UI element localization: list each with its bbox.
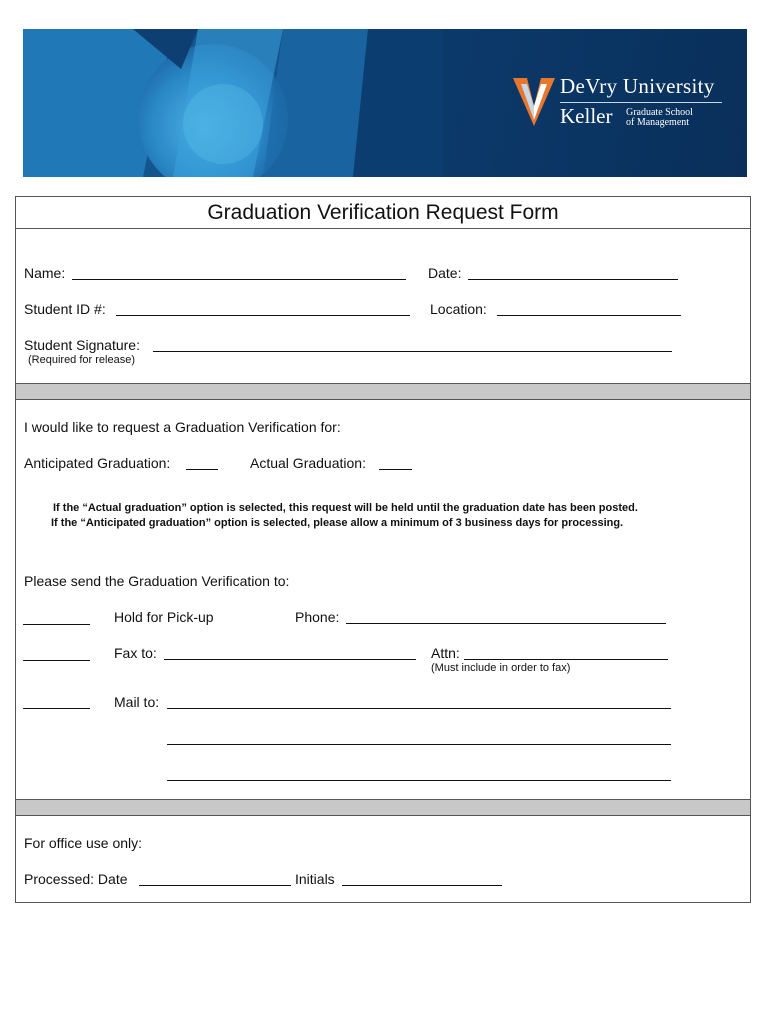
section-divider-1 — [16, 383, 750, 400]
location-label: Location: — [430, 301, 487, 317]
logo-school-line1: Graduate School — [626, 107, 693, 118]
signature-label: Student Signature: — [24, 337, 140, 353]
student-id-label: Student ID #: — [24, 301, 106, 317]
header-banner — [23, 29, 747, 177]
hold-checkbox-line[interactable] — [23, 624, 90, 625]
form-title: Graduation Verification Request Form — [16, 197, 750, 229]
verification-form — [15, 196, 751, 903]
fax-checkbox-line[interactable] — [23, 660, 90, 661]
fax-label: Fax to: — [114, 645, 157, 661]
date-field[interactable] — [468, 279, 678, 280]
processed-date-label: Processed: Date — [24, 871, 128, 887]
date-label: Date: — [428, 265, 462, 281]
attn-note: (Must include in order to fax) — [431, 662, 571, 674]
processed-date-field[interactable] — [139, 885, 291, 886]
phone-field[interactable] — [346, 623, 666, 624]
logo-school-name: Keller — [560, 104, 613, 128]
shield-logo-icon — [513, 76, 555, 128]
fax-field[interactable] — [164, 659, 416, 660]
mail-checkbox-line[interactable] — [23, 708, 90, 709]
note-anticipated: If the “Anticipated graduation” option is selected, please allow a minimum of 3 business days for processing. — [51, 517, 624, 529]
location-field[interactable] — [497, 315, 681, 316]
actual-checkbox-line[interactable] — [379, 469, 412, 470]
name-label: Name: — [24, 265, 66, 281]
devry-keller-logo — [513, 75, 743, 165]
actual-label: Actual Graduation: — [250, 455, 366, 471]
anticipated-checkbox-line[interactable] — [186, 469, 218, 470]
logo-school-subtitle — [626, 108, 693, 128]
student-id-field[interactable] — [116, 315, 410, 316]
banner-graphic — [23, 29, 443, 177]
logo-rule — [560, 102, 722, 103]
logo-university-name: DeVry University — [560, 74, 715, 98]
attn-field[interactable] — [464, 659, 668, 660]
office-use-label: For office use only: — [24, 835, 143, 851]
mail-field-line-3[interactable] — [167, 780, 671, 781]
mail-label: Mail to: — [114, 694, 160, 710]
hold-label: Hold for Pick-up — [114, 609, 214, 625]
logo-school-line2: of Management — [626, 117, 690, 128]
mail-field-line-1[interactable] — [167, 708, 671, 709]
anticipated-label: Anticipated Graduation: — [24, 455, 171, 471]
phone-label: Phone: — [295, 609, 340, 625]
name-field[interactable] — [72, 279, 406, 280]
send-to-label: Please send the Graduation Verification to: — [24, 573, 290, 589]
request-intro: I would like to request a Graduation Verification for: — [24, 419, 341, 435]
mail-field-line-2[interactable] — [167, 744, 671, 745]
signature-note: (Required for release) — [28, 354, 135, 366]
attn-label: Attn: — [431, 645, 460, 661]
note-actual: If the “Actual graduation” option is selected, this request will be held until the graduation date has been posted. — [53, 502, 638, 514]
section-divider-2 — [16, 799, 750, 816]
signature-field[interactable] — [153, 351, 672, 352]
initials-label: Initials — [295, 871, 335, 887]
initials-field[interactable] — [342, 885, 502, 886]
